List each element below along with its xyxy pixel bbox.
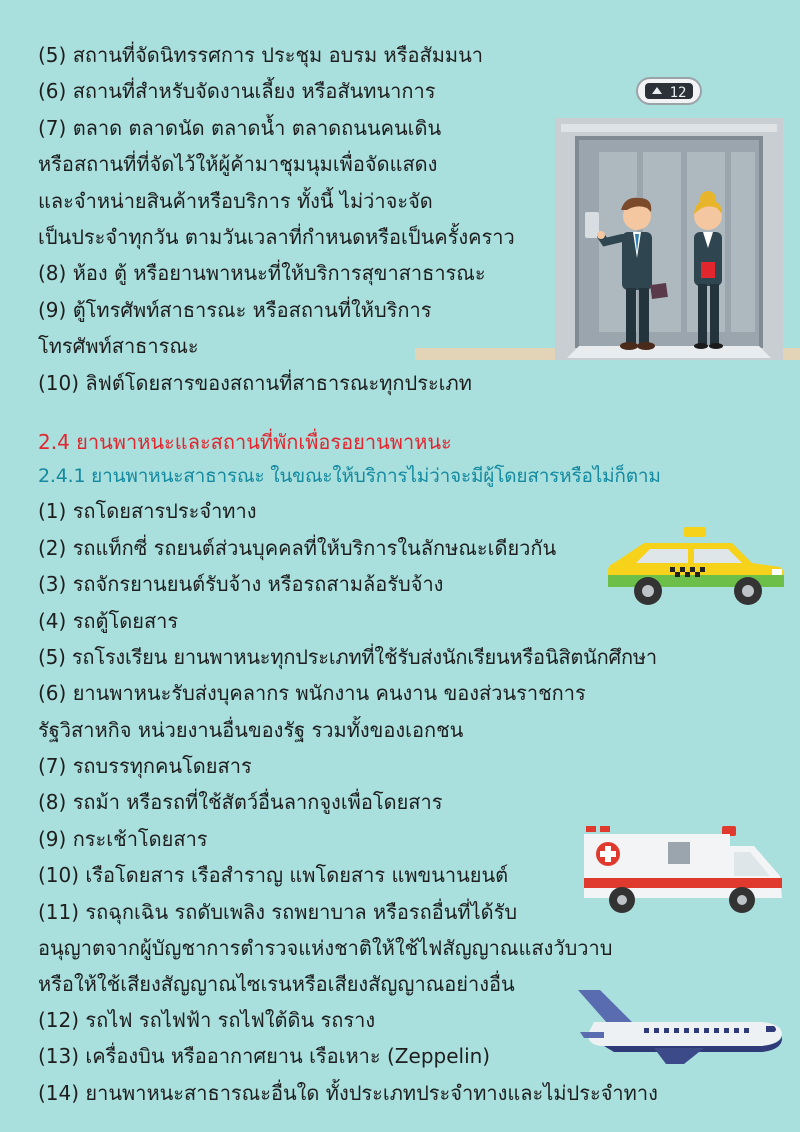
taxi-icon (604, 523, 786, 609)
elevator-illustration (415, 112, 800, 362)
subsection-heading: 2.4.1 ยานพาหนะสาธารณะ ในขณะให้บริการไม่ว่าจะมีผู้โดยสารหรือไม่ก็ตาม (38, 465, 661, 487)
top-list-item-5: (5) สถานที่จัดนิทรรศการ ประชุม อบรม หรือสัมมนา (38, 43, 483, 67)
top-list-item-9: (9) ตู้โทรศัพท์สาธารณะ หรือสถานที่ให้บริการ (38, 298, 432, 322)
airplane-icon (574, 988, 786, 1066)
vehicle-item-10: (10) เรือโดยสาร เรือสำราญ แพโดยสาร แพขนานยนต์ (38, 863, 509, 887)
vehicle-item-6: (6) ยานพาหนะรับส่งบุคลากร พนักงาน คนงาน ของส่วนราชการ (38, 681, 586, 705)
vehicle-item-14: (14) ยานพาหนะสาธารณะอื่นใด ทั้งประเภทประจำทางและไม่ประจำทาง (38, 1081, 658, 1105)
vehicle-item-11: (11) รถฉุกเฉิน รถดับเพลิง รถพยาบาล หรือรถอื่นที่ได้รับ (38, 900, 518, 924)
top-list-item-7: (7) ตลาด ตลาดนัด ตลาดน้ำ ตลาดถนนคนเดิน (38, 116, 442, 140)
section-heading: 2.4 ยานพาหนะและสถานที่พักเพื่อรอยานพาหนะ (38, 430, 452, 454)
elevator-floor-display-icon (636, 77, 702, 105)
vehicle-item-7: (7) รถบรรทุกคนโดยสาร (38, 754, 252, 778)
top-list-item-8: (8) ห้อง ตู้ หรือยานพาหนะที่ให้บริการสุขาสาธารณะ (38, 261, 486, 285)
top-list-item-9-cont: โทรศัพท์สาธารณะ (38, 334, 199, 358)
top-list-item-6: (6) สถานที่สำหรับจัดงานเลี้ยง หรือสันทนาการ (38, 79, 436, 103)
vehicle-item-3: (3) รถจักรยานยนต์รับจ้าง หรือรถสามล้อรับจ้าง (38, 572, 444, 596)
vehicle-item-1: (1) รถโดยสารประจำทาง (38, 499, 257, 523)
vehicle-item-12: (12) รถไฟ รถไฟฟ้า รถไฟใต้ดิน รถราง (38, 1008, 376, 1032)
vehicle-item-4: (4) รถตู้โดยสาร (38, 609, 179, 633)
vehicle-item-6-cont: รัฐวิสาหกิจ หน่วยงานอื่นของรัฐ รวมทั้งของเอกชน (38, 718, 464, 742)
vehicle-item-5: (5) รถโรงเรียน ยานพาหนะทุกประเภทที่ใช้รับส่งนักเรียนหรือนิสิตนักศึกษา (38, 645, 657, 669)
vehicle-item-11-cont1: อนุญาตจากผู้บัญชาการตำรวจแห่งชาติให้ใช้ไฟสัญญาณแสงวับวาบ (38, 936, 613, 960)
ambulance-icon (582, 822, 785, 918)
vehicle-item-2: (2) รถแท็กซี่ รถยนต์ส่วนบุคคลที่ให้บริการในลักษณะเดียวกัน (38, 536, 557, 560)
top-list-item-7-cont2: และจำหน่ายสินค้าหรือบริการ ทั้งนี้ ไม่ว่าจะจัด (38, 189, 433, 213)
vehicle-item-8: (8) รถม้า หรือรถที่ใช้สัตว์อื่นลากจูงเพื่อโดยสาร (38, 790, 443, 814)
vehicle-item-13: (13) เครื่องบิน หรืออากาศยาน เรือเหาะ (Zeppelin) (38, 1044, 491, 1068)
vehicle-item-9: (9) กระเช้าโดยสาร (38, 827, 208, 851)
vehicle-item-11-cont2: หรือให้ใช้เสียงสัญญาณไซเรนหรือเสียงสัญญาณอย่างอื่น (38, 972, 515, 996)
top-list-item-10: (10) ลิฟต์โดยสารของสถานที่สาธารณะทุกประเภท (38, 371, 472, 395)
top-list-item-7-cont1: หรือสถานที่ที่จัดไว้ให้ผู้ค้ามาชุมนุมเพื่อจัดแสดง (38, 152, 438, 176)
top-list-item-7-cont3: เป็นประจำทุกวัน ตามวันเวลาที่กำหนดหรือเป็นครั้งคราว (38, 225, 515, 249)
elevator-floor-number: 12 (669, 85, 687, 101)
